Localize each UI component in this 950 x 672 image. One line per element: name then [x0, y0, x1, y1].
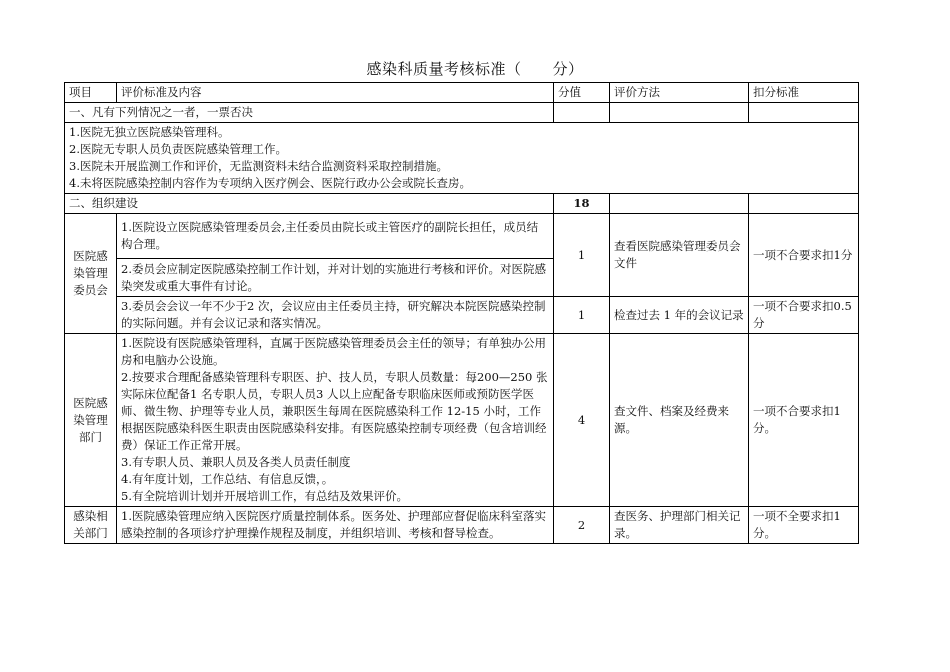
header-item: 项目 — [65, 83, 117, 103]
related-score: 2 — [554, 507, 610, 544]
dept-method: 查文件、档案及经费来源。 — [610, 334, 749, 507]
dept-item: 3.有专职人员、兼职人员及各类人员责任制度 — [121, 455, 351, 469]
committee-item-2: 2.委员会应制定医院感染控制工作计划，并对计划的实施进行考核和评价。对医院感染突发或重大事件有讨论。 — [117, 259, 554, 297]
related-row — [65, 507, 859, 544]
committee-label: 医院感染管理委员会 — [65, 214, 117, 334]
org-section-row — [65, 194, 859, 214]
veto-item: 4.未将医院感染控制内容作为专项纳入医疗例会、医院行政办公会或院长查房。 — [69, 176, 471, 190]
header-criteria: 评价标准及内容 — [117, 83, 554, 103]
committee-row-3 — [65, 297, 859, 334]
dept-item: 5.有全院培训计划并开展培训工作，有总结及效果评价。 — [121, 489, 408, 503]
veto-item: 3.医院未开展监测工作和评价，无监测资料未结合监测资料采取控制措施。 — [69, 159, 448, 173]
related-criteria: 1.医院感染管理应纳入医院医疗质量控制体系。医务处、护理部应督促临床科室落实感染控制的各项诊疗护理操作规程及制度，并组织培训、考核和督导检查。 — [117, 507, 554, 544]
committee-row-1 — [65, 214, 859, 259]
dept-criteria — [117, 334, 554, 507]
org-section-score: 18 — [554, 194, 610, 214]
document-title: 感染科质量考核标准（ 分） — [366, 60, 584, 78]
dept-label: 医院感染管理部门 — [65, 334, 117, 507]
veto-section-row — [65, 103, 859, 123]
veto-section-title: 一、凡有下列情况之一者，一票否决 — [65, 103, 554, 123]
veto-item: 2.医院无专职人员负责医院感染管理工作。 — [69, 142, 287, 156]
veto-items-row — [65, 123, 859, 194]
committee-item-1: 1.医院设立医院感染管理委员会,主任委员由院长或主管医疗的副院长担任，成员结构合理。 — [117, 214, 554, 259]
dept-item: 4.有年度计划，工作总结、有信息反馈，。 — [121, 472, 334, 486]
committee-deduct-1: 一项不合要求扣1分 — [749, 214, 859, 297]
dept-deduct: 一项不合要求扣1分。 — [749, 334, 859, 507]
veto-item: 1.医院无独立医院感染管理科。 — [69, 125, 230, 139]
committee-method-3: 检查过去 1 年的会议记录 — [610, 297, 749, 334]
assessment-table — [64, 82, 859, 544]
veto-items — [65, 123, 859, 194]
related-label: 感染相关部门 — [65, 507, 117, 544]
org-section-title: 二、组织建设 — [65, 194, 554, 214]
related-deduct: 一项不全要求扣1分。 — [749, 507, 859, 544]
header-method: 评价方法 — [610, 83, 749, 103]
header-deduction: 扣分标准 — [749, 83, 859, 103]
committee-item-3: 3.委员会会议一年不少于2 次，会议应由主任委员主持，研究解决本院医院感染控制的实际问题。并有会议记录和落实情况。 — [117, 297, 554, 334]
dept-row — [65, 334, 859, 507]
dept-score: 4 — [554, 334, 610, 507]
committee-deduct-3: 一项不合要求扣0.5分 — [749, 297, 859, 334]
dept-item: 2.按要求合理配备感染管理科专职医、护、技人员，专职人员数量：每200—250 张实际床位配备1 名专职人员，专职人员3 人以上应配备专职临床医师或预防医学医师、微生物、护理等专业人员，兼职医生每周在医院感染科工作 12-15 小时，工作根据医院感染科医生职责由医院感染科安排。有医院感染控制专项经费（包含培训经费）保证工作正常开展。 — [121, 370, 548, 452]
committee-score-3: 1 — [554, 297, 610, 334]
related-method: 查医务、护理部门相关记录。 — [610, 507, 749, 544]
committee-method-1: 查看医院感染管理委员会文件 — [610, 214, 749, 297]
header-score: 分值 — [554, 83, 610, 103]
dept-item: 1.医院设有医院感染管理科，直属于医院感染管理委员会主任的领导；有单独办公用房和电脑办公设施。 — [121, 336, 546, 367]
committee-score-1: 1 — [554, 214, 610, 297]
header-row — [65, 83, 859, 103]
